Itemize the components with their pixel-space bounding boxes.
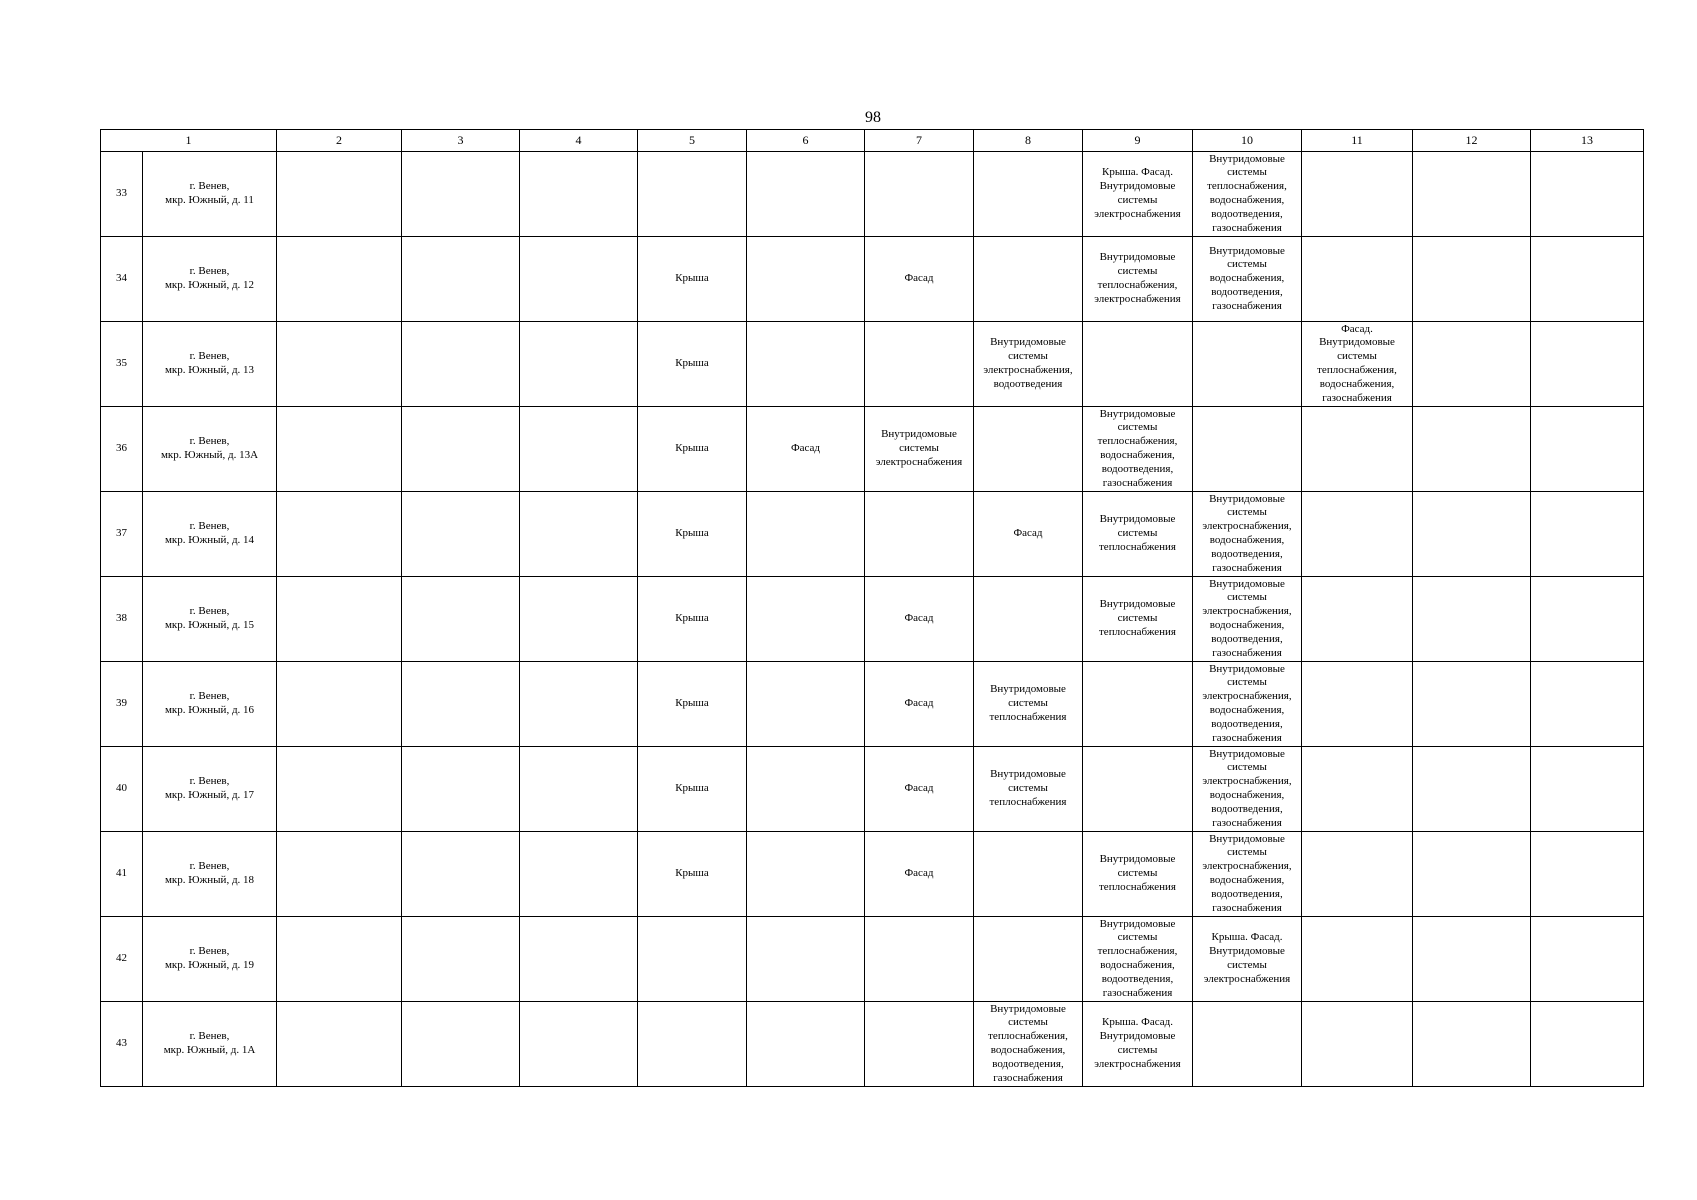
address-cell — [143, 407, 277, 492]
table-cell-col-9 — [1083, 832, 1193, 917]
table-cell-col-5 — [638, 747, 747, 832]
column-header: 8 — [974, 130, 1083, 152]
cell-text: Крыша. Фасад. Внутридомовые системы электроснабжения — [1094, 1016, 1181, 1070]
table-cell-col-13 — [1531, 152, 1644, 237]
table-cell-col-8 — [974, 492, 1083, 577]
row-number: 37 — [101, 492, 143, 577]
table-cell-col-3 — [402, 407, 520, 492]
page-number: 98 — [865, 109, 881, 126]
cell-text: Крыша. Фасад. Внутридомовые системы электроснабжения — [1094, 166, 1181, 220]
address-text: г. Венев, мкр. Южный, д. 17 — [164, 775, 255, 801]
table-cell-col-8 — [974, 152, 1083, 237]
table-row — [101, 237, 1644, 322]
table-cell-col-4 — [520, 747, 638, 832]
table-cell-col-12 — [1413, 407, 1531, 492]
cell-text: Фасад — [904, 612, 934, 625]
table-row — [101, 322, 1644, 407]
table-cell-col-8 — [974, 577, 1083, 662]
table-cell-col-6 — [747, 1002, 865, 1087]
row-number: 43 — [101, 1002, 143, 1087]
row-number: 40 — [101, 747, 143, 832]
row-number: 35 — [101, 322, 143, 407]
table-cell-col-11 — [1302, 662, 1413, 747]
table-cell-col-10 — [1193, 917, 1302, 1002]
table-cell-col-9 — [1083, 747, 1193, 832]
table-cell-col-5 — [638, 407, 747, 492]
table-cell-col-10 — [1193, 152, 1302, 237]
cell-text: Внутридомовые системы электроснабжения, водоснабжения, водоотведения, газоснабжения — [1202, 492, 1292, 574]
table-cell-col-13 — [1531, 577, 1644, 662]
table-cell-col-5 — [638, 322, 747, 407]
table-cell-col-12 — [1413, 662, 1531, 747]
table-cell-col-4 — [520, 237, 638, 322]
table-cell-col-12 — [1413, 832, 1531, 917]
table-cell-col-3 — [402, 237, 520, 322]
cell-text: Внутридомовые системы теплоснабжения, водоснабжения, водоотведения, газоснабжения — [988, 1002, 1068, 1084]
table-cell-col-10 — [1193, 407, 1302, 492]
address-cell — [143, 1002, 277, 1087]
table-cell-col-5 — [638, 577, 747, 662]
address-text: г. Венев, мкр. Южный, д. 18 — [164, 860, 255, 886]
table-cell-col-10 — [1193, 237, 1302, 322]
table-cell-col-10 — [1193, 832, 1302, 917]
table-body — [101, 130, 1644, 1087]
table-cell-col-3 — [402, 492, 520, 577]
table-cell-col-7 — [865, 577, 974, 662]
table-cell-col-10 — [1193, 747, 1302, 832]
table-cell-col-8 — [974, 832, 1083, 917]
table-cell-col-9 — [1083, 662, 1193, 747]
table-row — [101, 662, 1644, 747]
cell-text: Фасад — [904, 867, 934, 880]
table-cell-col-9 — [1083, 322, 1193, 407]
table-cell-col-6 — [747, 917, 865, 1002]
table-row — [101, 832, 1644, 917]
table-cell-col-12 — [1413, 1002, 1531, 1087]
table-cell-col-5 — [638, 662, 747, 747]
table-cell-col-6 — [747, 492, 865, 577]
table-cell-col-9 — [1083, 407, 1193, 492]
table-cell-col-6 — [747, 152, 865, 237]
row-number: 41 — [101, 832, 143, 917]
table-cell-col-8 — [974, 747, 1083, 832]
column-header: 10 — [1193, 130, 1302, 152]
table-cell-col-6 — [747, 577, 865, 662]
table-cell-col-10 — [1193, 322, 1302, 407]
table-cell-col-7 — [865, 407, 974, 492]
table-cell-col-2 — [277, 917, 402, 1002]
table-cell-col-3 — [402, 1002, 520, 1087]
cell-text: Внутридомовые системы теплоснабжения, электроснабжения — [1094, 251, 1181, 305]
address-cell — [143, 492, 277, 577]
table-cell-col-3 — [402, 832, 520, 917]
column-header: 6 — [747, 130, 865, 152]
row-number: 33 — [101, 152, 143, 237]
address-text: г. Венев, мкр. Южный, д. 14 — [164, 520, 255, 546]
table-cell-col-7 — [865, 832, 974, 917]
table-cell-col-3 — [402, 917, 520, 1002]
table-cell-col-4 — [520, 577, 638, 662]
cell-text: Фасад — [1013, 527, 1043, 540]
column-header: 1 — [101, 130, 277, 152]
table-cell-col-6 — [747, 662, 865, 747]
table-row — [101, 152, 1644, 237]
address-cell — [143, 917, 277, 1002]
table-cell-col-11 — [1302, 832, 1413, 917]
table-cell-col-6 — [747, 322, 865, 407]
table-cell-col-9 — [1083, 492, 1193, 577]
table-cell-col-9 — [1083, 237, 1193, 322]
address-text: г. Венев, мкр. Южный, д. 16 — [164, 690, 255, 716]
table-cell-col-4 — [520, 492, 638, 577]
table-cell-col-8 — [974, 1002, 1083, 1087]
table-cell-col-7 — [865, 152, 974, 237]
table-row — [101, 577, 1644, 662]
address-text: г. Венев, мкр. Южный, д. 13А — [160, 435, 259, 461]
table-cell-col-6 — [747, 832, 865, 917]
column-header: 12 — [1413, 130, 1531, 152]
cell-text: Крыша — [675, 442, 709, 455]
table-cell-col-5 — [638, 1002, 747, 1087]
cell-text: Крыша — [675, 357, 709, 370]
address-text: г. Венев, мкр. Южный, д. 1А — [163, 1030, 256, 1056]
table-cell-col-13 — [1531, 1002, 1644, 1087]
table-cell-col-4 — [520, 1002, 638, 1087]
table-cell-col-2 — [277, 1002, 402, 1087]
table-cell-col-13 — [1531, 747, 1644, 832]
cell-text: Внутридомовые системы электроснабжения, водоснабжения, водоотведения, газоснабжения — [1202, 662, 1292, 744]
table-cell-col-7 — [865, 492, 974, 577]
address-cell — [143, 747, 277, 832]
column-header: 13 — [1531, 130, 1644, 152]
table-cell-col-11 — [1302, 1002, 1413, 1087]
table-cell-col-5 — [638, 832, 747, 917]
cell-text: Внутридомовые системы теплоснабжения — [1099, 513, 1176, 553]
table-cell-col-2 — [277, 577, 402, 662]
table-cell-col-11 — [1302, 152, 1413, 237]
cell-text: Крыша — [675, 867, 709, 880]
table-cell-col-12 — [1413, 577, 1531, 662]
table-cell-col-11 — [1302, 577, 1413, 662]
cell-text: Внутридомовые системы водоснабжения, водоотведения, газоснабжения — [1209, 244, 1285, 312]
table-cell-col-4 — [520, 917, 638, 1002]
cell-text: Внутридомовые системы теплоснабжения, водоснабжения, водоотведения, газоснабжения — [1097, 917, 1178, 999]
table-cell-col-6 — [747, 747, 865, 832]
address-cell — [143, 237, 277, 322]
address-text: г. Венев, мкр. Южный, д. 12 — [164, 265, 255, 291]
row-number: 42 — [101, 917, 143, 1002]
table-cell-col-6 — [747, 237, 865, 322]
table-cell-col-7 — [865, 747, 974, 832]
table-cell-col-7 — [865, 322, 974, 407]
table-cell-col-11 — [1302, 492, 1413, 577]
cell-text: Внутридомовые системы теплоснабжения — [1099, 598, 1176, 638]
column-header: 7 — [865, 130, 974, 152]
repair-schedule-table — [100, 129, 1644, 1087]
table-cell-col-9 — [1083, 1002, 1193, 1087]
column-header: 9 — [1083, 130, 1193, 152]
table-cell-col-2 — [277, 322, 402, 407]
table-cell-col-5 — [638, 237, 747, 322]
address-text: г. Венев, мкр. Южный, д. 19 — [164, 945, 255, 971]
cell-text: Крыша. Фасад. Внутридомовые системы электроснабжения — [1203, 931, 1291, 985]
table-cell-col-13 — [1531, 492, 1644, 577]
table-cell-col-12 — [1413, 237, 1531, 322]
table-cell-col-13 — [1531, 662, 1644, 747]
table-cell-col-8 — [974, 322, 1083, 407]
address-cell — [143, 662, 277, 747]
table-cell-col-12 — [1413, 747, 1531, 832]
table-cell-col-10 — [1193, 492, 1302, 577]
table-cell-col-3 — [402, 152, 520, 237]
table-cell-col-5 — [638, 492, 747, 577]
table-cell-col-3 — [402, 747, 520, 832]
table-cell-col-12 — [1413, 492, 1531, 577]
table-cell-col-8 — [974, 407, 1083, 492]
table-cell-col-2 — [277, 662, 402, 747]
table-cell-col-2 — [277, 237, 402, 322]
table-cell-col-6 — [747, 407, 865, 492]
cell-text: Внутридомовые системы электроснабжения, водоснабжения, водоотведения, газоснабжения — [1202, 832, 1292, 914]
table-cell-col-2 — [277, 832, 402, 917]
cell-text: Фасад — [904, 782, 934, 795]
table-cell-col-11 — [1302, 237, 1413, 322]
table-cell-col-7 — [865, 917, 974, 1002]
column-header: 2 — [277, 130, 402, 152]
table-row — [101, 917, 1644, 1002]
table-cell-col-4 — [520, 832, 638, 917]
address-text: г. Венев, мкр. Южный, д. 13 — [164, 350, 255, 376]
table-cell-col-3 — [402, 662, 520, 747]
table-row — [101, 492, 1644, 577]
cell-text: Крыша — [675, 782, 709, 795]
table-cell-col-8 — [974, 237, 1083, 322]
table-cell-col-8 — [974, 917, 1083, 1002]
table-cell-col-10 — [1193, 577, 1302, 662]
column-header: 3 — [402, 130, 520, 152]
table-cell-col-4 — [520, 322, 638, 407]
cell-text: Крыша — [675, 527, 709, 540]
address-cell — [143, 577, 277, 662]
table-cell-col-11 — [1302, 917, 1413, 1002]
table-cell-col-13 — [1531, 917, 1644, 1002]
table-cell-col-8 — [974, 662, 1083, 747]
column-header: 11 — [1302, 130, 1413, 152]
table-row — [101, 1002, 1644, 1087]
cell-text: Крыша — [675, 612, 709, 625]
address-cell — [143, 322, 277, 407]
cell-text: Внутридомовые системы электроснабжения — [875, 428, 963, 468]
table-cell-col-4 — [520, 662, 638, 747]
table-cell-col-12 — [1413, 152, 1531, 237]
table-cell-col-13 — [1531, 832, 1644, 917]
address-text: г. Венев, мкр. Южный, д. 11 — [165, 180, 254, 206]
cell-text: Фасад. Внутридомовые системы теплоснабжения, водоснабжения, газоснабжения — [1317, 322, 1397, 404]
table-cell-col-4 — [520, 152, 638, 237]
address-text: г. Венев, мкр. Южный, д. 15 — [164, 605, 255, 631]
table-cell-col-10 — [1193, 662, 1302, 747]
table-cell-col-11 — [1302, 322, 1413, 407]
table-cell-col-13 — [1531, 407, 1644, 492]
cell-text: Внутридомовые системы электроснабжения, водоснабжения, водоотведения, газоснабжения — [1202, 747, 1292, 829]
table-cell-col-11 — [1302, 747, 1413, 832]
cell-text: Внутридомовые системы электроснабжения, водоотведения — [983, 336, 1073, 390]
table-cell-col-7 — [865, 237, 974, 322]
cell-text: Крыша — [675, 697, 709, 710]
table-cell-col-9 — [1083, 152, 1193, 237]
table-cell-col-2 — [277, 747, 402, 832]
cell-text: Внутридомовые системы теплоснабжения, водоснабжения, водоотведения, газоснабжения — [1207, 152, 1287, 234]
table-cell-col-7 — [865, 662, 974, 747]
cell-text: Внутридомовые системы теплоснабжения — [989, 683, 1067, 723]
column-header: 5 — [638, 130, 747, 152]
table-cell-col-12 — [1413, 917, 1531, 1002]
table-cell-col-2 — [277, 492, 402, 577]
table-cell-col-5 — [638, 917, 747, 1002]
table-cell-col-9 — [1083, 577, 1193, 662]
row-number: 36 — [101, 407, 143, 492]
table-cell-col-7 — [865, 1002, 974, 1087]
header-row — [101, 130, 1644, 152]
table-cell-col-12 — [1413, 322, 1531, 407]
table-cell-col-3 — [402, 322, 520, 407]
table-cell-col-13 — [1531, 237, 1644, 322]
cell-text: Внутридомовые системы электроснабжения, водоснабжения, водоотведения, газоснабжения — [1202, 577, 1292, 659]
row-number: 39 — [101, 662, 143, 747]
cell-text: Фасад — [904, 697, 934, 710]
table-cell-col-5 — [638, 152, 747, 237]
table-cell-col-4 — [520, 407, 638, 492]
cell-text: Крыша — [675, 272, 709, 285]
table-row — [101, 747, 1644, 832]
address-cell — [143, 832, 277, 917]
cell-text: Фасад — [904, 272, 934, 285]
address-cell — [143, 152, 277, 237]
table-cell-col-2 — [277, 407, 402, 492]
table-row — [101, 407, 1644, 492]
table-cell-col-2 — [277, 152, 402, 237]
cell-text: Внутридомовые системы теплоснабжения — [989, 768, 1067, 808]
table-cell-col-3 — [402, 577, 520, 662]
table-cell-col-9 — [1083, 917, 1193, 1002]
cell-text: Внутридомовые системы теплоснабжения — [1099, 853, 1176, 893]
row-number: 38 — [101, 577, 143, 662]
cell-text: Внутридомовые системы теплоснабжения, водоснабжения, водоотведения, газоснабжения — [1097, 407, 1178, 489]
cell-text: Фасад — [790, 442, 821, 455]
column-header: 4 — [520, 130, 638, 152]
row-number: 34 — [101, 237, 143, 322]
table-cell-col-10 — [1193, 1002, 1302, 1087]
table-cell-col-13 — [1531, 322, 1644, 407]
table-cell-col-11 — [1302, 407, 1413, 492]
